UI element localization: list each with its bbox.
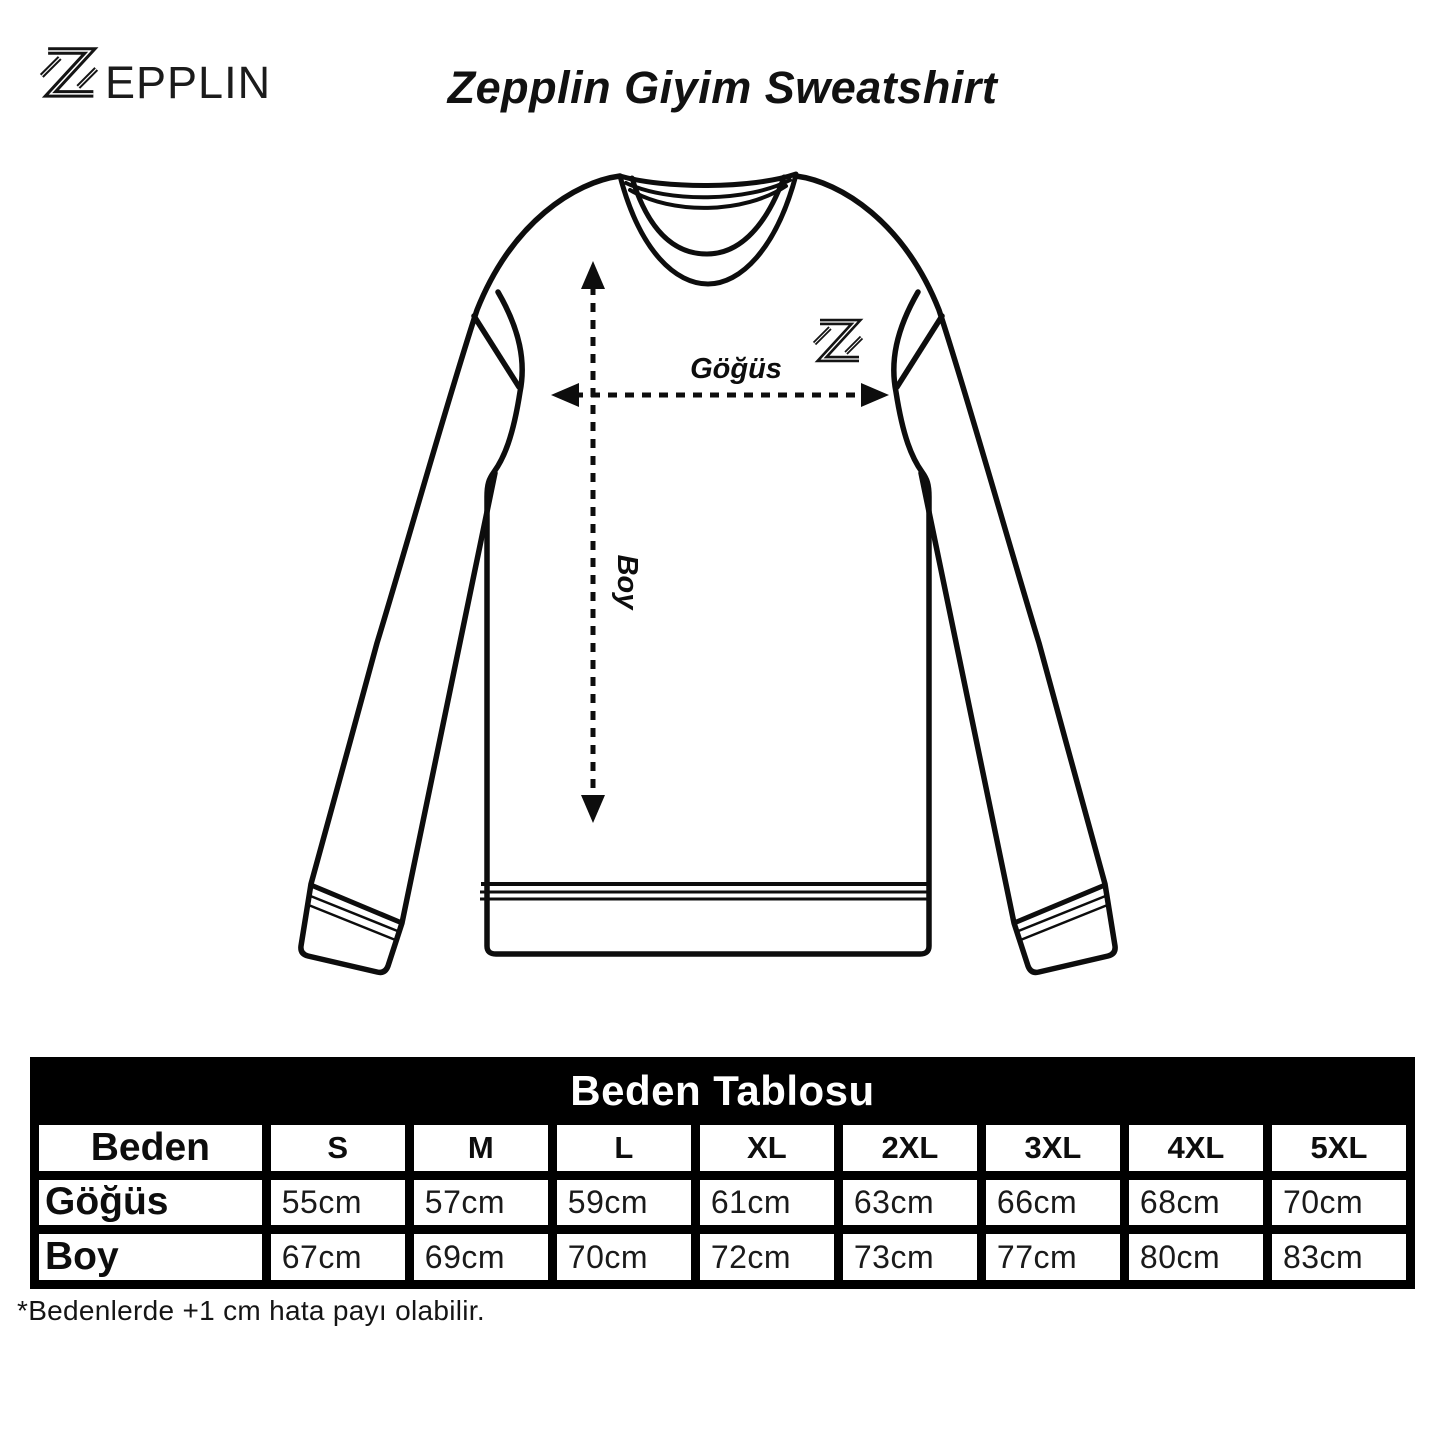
header-cell-beden: Beden (39, 1125, 262, 1171)
chest-value-3xl: 66cm (986, 1180, 1120, 1226)
size-table-title-row (39, 1066, 1406, 1116)
arrow-right-icon (861, 383, 889, 407)
header-cell-3xl: 3XL (986, 1125, 1120, 1171)
size-table (30, 1057, 1415, 1289)
size-table-title: Beden Tablosu (39, 1066, 1406, 1116)
arrow-down-icon (581, 795, 605, 823)
length-value-4xl: 80cm (1129, 1234, 1263, 1280)
chest-label: Göğüs (690, 353, 782, 385)
sweatshirt-drawing-svg (250, 140, 1190, 1050)
row-label-length: Boy (39, 1234, 262, 1280)
length-dimension-arrow (581, 261, 605, 823)
header-cell-2xl: 2XL (843, 1125, 977, 1171)
header-cell-xl: XL (700, 1125, 834, 1171)
chest-value-l: 59cm (557, 1180, 691, 1226)
chest-value-4xl: 68cm (1129, 1180, 1263, 1226)
header-cell-s: S (271, 1125, 405, 1171)
hem-ribbing (480, 884, 929, 899)
collar (620, 174, 796, 284)
title-bold: Sweatshirt (764, 62, 998, 113)
length-value-5xl: 83cm (1272, 1234, 1406, 1280)
row-label-chest: Göğüs (39, 1180, 262, 1226)
length-value-s: 67cm (271, 1234, 405, 1280)
chest-z-icon (815, 322, 862, 359)
title-regular: Zepplin Giyim (447, 62, 752, 113)
sweatshirt-outline (301, 176, 1115, 972)
header-cell-4xl: 4XL (1129, 1125, 1263, 1171)
tolerance-footnote: *Bedenlerde +1 cm hata payı olabilir. (17, 1295, 485, 1326)
header-cell-l: L (557, 1125, 691, 1171)
header-cell-m: M (414, 1125, 548, 1171)
chest-row (39, 1180, 1406, 1226)
length-value-3xl: 77cm (986, 1234, 1120, 1280)
brand-name: EPPLIN (105, 57, 272, 108)
arrow-up-icon (581, 261, 605, 289)
chest-value-s: 55cm (271, 1180, 405, 1226)
length-value-xl: 72cm (700, 1234, 834, 1280)
chest-value-m: 57cm (414, 1180, 548, 1226)
chest-value-xl: 61cm (700, 1180, 834, 1226)
arrow-left-icon (551, 383, 579, 407)
chest-dimension-arrow (551, 383, 889, 407)
length-value-l: 70cm (557, 1234, 691, 1280)
length-row (39, 1234, 1406, 1280)
sweatshirt-diagram (250, 140, 1190, 1050)
length-label: Boy (611, 554, 643, 610)
length-value-2xl: 73cm (843, 1234, 977, 1280)
header-cell-5xl: 5XL (1272, 1125, 1406, 1171)
chest-value-5xl: 70cm (1272, 1180, 1406, 1226)
chest-value-2xl: 63cm (843, 1180, 977, 1226)
length-value-m: 69cm (414, 1234, 548, 1280)
size-table-header-row (39, 1125, 1406, 1171)
page-title (0, 57, 1445, 114)
